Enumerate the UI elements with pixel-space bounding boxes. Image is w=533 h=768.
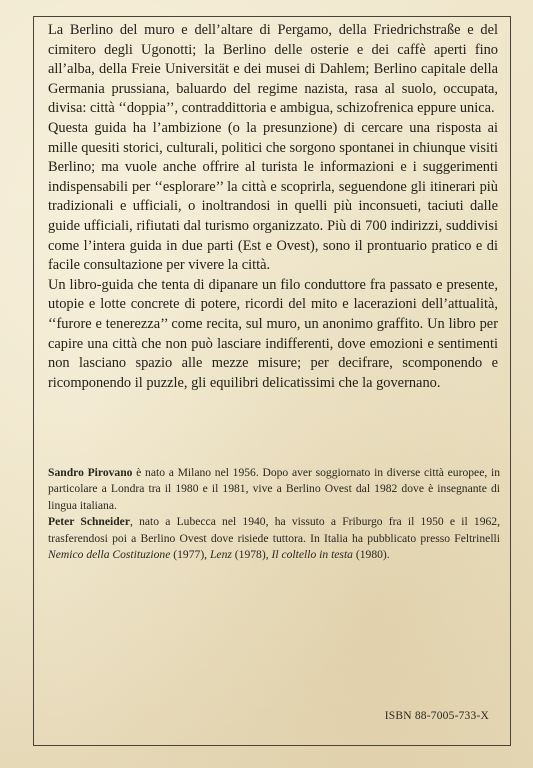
author-name-schneider: Peter Schneider [48,515,130,529]
author-bios [48,465,500,563]
blurb-text [48,21,498,393]
bio-text-pirovano: è nato a Milano nel 1956. Dopo aver soggiornato in diverse città europee, in particolare a Londra tra il 1980 e il 1981, vive a Berlino Ovest dal 1982 dove è insegnante di lingua italiana. [48,466,500,512]
isbn-label: ISBN 88-7005-733-X [384,710,489,722]
bio-text-schneider: , nato a Lubecca nel 1940, ha vissuto a Friburgo fra il 1950 e il 1962, trasferendosi poi a Berlino Ovest dove risiede tuttora. In Italia ha pubblicato presso Feltrinelli [48,515,500,545]
book-year-1: (1977), [170,548,210,562]
blurb-paragraph-2: Questa guida ha l’ambizione (o la presunzione) di cercare una risposta ai mille quesiti storici, culturali, politici che sorgono spontanei in chiunque visiti Berlino; ma vuole anche offrire al turista le informazioni e i suggerimenti indispensabili per ‘‘esplorare’’ la città e scoprirla, seguendone gli itinerari più tradizionali e ufficiali, o inoltrandosi in quelli più inconsueti, taciuti dalle guide ufficiali, rifiutati dal turismo organizzato. Più di 700 indirizzi, suddivisi come l’intera guida in due parti (Est e Ovest), sono il prontuario pratico e di facile consultazione per vivere la città. [48,119,498,274]
blurb-paragraph-1: La Berlino del muro e dell’altare di Pergamo, della Friedrichstraße e del cimitero degli Ugonotti; la Berlino delle osterie e dei caffè aperti fino all’alba, della Freie Universität e dei musei di Dahlem; Berlino capitale della Germania prussiana, baluardo del regime nazista, rasa al suolo, occupata, divisa: città ‘‘doppia’’, contraddittoria e ambigua, schizofrenica eppure unica. [48,22,498,117]
book-year-3: (1980). [352,548,390,562]
blurb-paragraph-3: Un libro-guida che tenta di dipanare un filo conduttore fra passato e presente, utopie e lotte concrete di potere, ricordi del mito e lacerazioni dell’attualità, ‘‘furore e tenerezza’’ come recita, sul muro, un anonimo graffito. Un libro per capire una città che non può lasciare indifferenti, dove emozioni e sentimenti non lasciano spazio alle mezze misure; per decifrare, scomponendo e ricomponendo il puzzle, gli equilibri delicatissimi che la governano. [48,276,498,391]
author-name-pirovano: Sandro Pirovano [48,466,133,479]
book-title-3: Il coltello in testa [271,548,353,562]
book-title-1: Nemico della Costituzione [48,548,171,562]
bio-pirovano [48,465,500,514]
book-year-2: (1978), [231,548,272,562]
bio-schneider [48,514,500,563]
book-title-2: Lenz [209,548,232,562]
